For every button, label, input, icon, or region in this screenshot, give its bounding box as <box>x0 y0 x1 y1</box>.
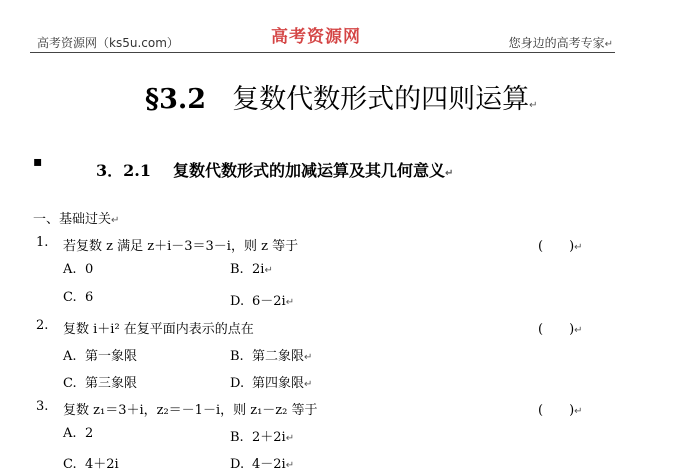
option-b: B. 2i↵ <box>230 262 273 277</box>
option-b: B. 第二象限↵ <box>230 349 313 364</box>
subtitle-text: 复数代数形式的加减运算及其几何意义 <box>172 161 445 180</box>
question-number: 3. <box>36 399 49 414</box>
option-d: D. 6－2i↵ <box>230 294 295 309</box>
option-a: A. 0 <box>63 262 94 277</box>
question-stem: 若复数 z 满足 z＋i－3＝3－i，则 z 等于 <box>63 239 299 254</box>
paragraph-mark-icon: ↵ <box>111 215 120 226</box>
answer-blank: ( )↵ <box>538 403 583 418</box>
section-heading: 一、基础过关↵ <box>33 212 120 227</box>
option-c: C. 第三象限 <box>63 376 138 391</box>
question-number: 1. <box>36 235 49 250</box>
list-bullet-icon: ▪ <box>33 154 43 170</box>
paragraph-mark-icon: ↵ <box>529 100 538 111</box>
subtitle <box>96 158 453 181</box>
option-d: D. 第四象限↵ <box>230 376 313 391</box>
question-stem: 复数 i＋i² 在复平面内表示的点在 <box>63 322 254 337</box>
option-d: D. 4－2i↵ <box>230 457 295 472</box>
paragraph-mark-icon: ↵ <box>445 168 454 179</box>
subtitle-number: 3．2.1 <box>96 161 151 180</box>
paragraph-mark-icon: ↵ <box>604 39 613 50</box>
header-divider <box>30 52 615 53</box>
header-right-text: 您身边的高考专家↵ <box>508 36 613 50</box>
answer-blank: ( )↵ <box>538 322 583 337</box>
page-title <box>145 77 537 116</box>
header-center-logo-text: 高考资源网 <box>271 27 361 47</box>
option-c: C. 6 <box>63 290 94 305</box>
option-a: A. 第一象限 <box>63 349 138 364</box>
title-text: 复数代数形式的四则运算 <box>232 84 530 115</box>
question-number: 2. <box>36 318 49 333</box>
title-number: §3.2 <box>145 84 207 115</box>
header-left-text: 高考资源网（ks5u.com） <box>37 36 179 50</box>
answer-blank: ( )↵ <box>538 239 583 254</box>
option-c: C. 4＋2i <box>63 457 119 472</box>
question-stem: 复数 z₁＝3＋i，z₂＝－1－i，则 z₁－z₂ 等于 <box>63 403 318 418</box>
option-a: A. 2 <box>63 426 94 441</box>
option-b: B. 2＋2i↵ <box>230 430 295 445</box>
